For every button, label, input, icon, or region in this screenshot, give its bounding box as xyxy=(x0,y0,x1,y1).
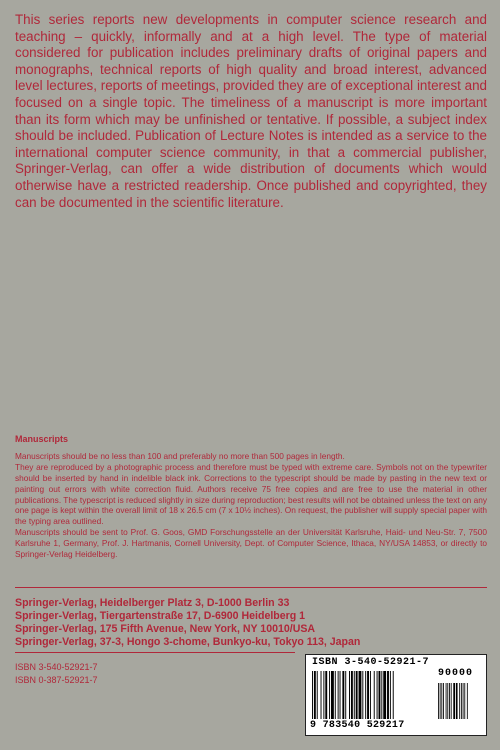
manuscripts-heading: Manuscripts xyxy=(15,434,69,444)
barcode-addon-text: 90000 xyxy=(438,668,474,679)
divider-bottom xyxy=(15,652,295,653)
address-tokyo: Springer-Verlag, 37-3, Hongo 3-chome, Bunkyo-ku, Tokyo 113, Japan xyxy=(15,635,361,648)
manuscripts-paragraph-submission: Manuscripts should be sent to Prof. G. Goos, GMD Forschungsstelle an der Universität Karlsruhe, Haid- und Neu-Str. 7, 7500 Karlsruhe 1, Germany, Prof. J. Hartmanis, Cornell University, Dept. of Computer Science, Ithaca, NY/USA 14853, or directly to Springer-Verlag Heidelberg. xyxy=(15,527,487,560)
address-heidelberg: Springer-Verlag, Tiergartenstraße 17, D-6900 Heidelberg 1 xyxy=(15,609,306,622)
isbn-block xyxy=(15,661,98,687)
publisher-addresses xyxy=(15,597,487,649)
address-berlin: Springer-Verlag, Heidelberger Platz 3, D-1000 Berlin 33 xyxy=(15,597,290,609)
barcode-isbn-text: ISBN 3-540-52921-7 xyxy=(312,657,430,668)
divider-top xyxy=(15,587,487,588)
series-description: This series reports new developments in computer science research and teaching – quickly, informally and at a high level. The type of material considered for publication includes preliminary drafts of original papers and monographs, technical reports of high quality and broad interest, advanced level lectures, reports of meetings, provided they are of exceptional interest and focused on a single topic. The timeliness of a manuscript is more important than its form which may be unfinished or tentative. If possible, a subject index should be included. Publication of Lecture Notes is intended as a service to the international computer science community, in that a commercial publisher, Springer-Verlag, can offer a wide distribution of documents which would otherwise have a restricted readership. Once published and copyrighted, they can be documented in the scientific literature. xyxy=(15,12,487,210)
barcode-bars xyxy=(310,669,482,721)
barcode-label xyxy=(305,654,487,736)
manuscripts-paragraph-length: Manuscripts should be no less than 100 and preferably no more than 500 pages in length. xyxy=(15,450,345,461)
manuscripts-paragraph-reproduction: They are reproduced by a photographic process and therefore must be typed with extreme care. Symbols not on the typewriter should be inserted by hand in indelible black ink. Corrections to the typescript should be made by pasting in the new text or painting out errors with white correction fluid. Authors receive 75 free copies and are free to use the material in other publications. The typescript is reduced slightly in size during reproduction; best results will not be obtained unless the text on any one page is kept within the overall limit of 18 x 26.5 cm (7 x 10½ inches). On request, the publisher will supply special paper with the typing area outlined. xyxy=(15,461,487,527)
manuscripts-section xyxy=(15,434,487,560)
barcode-digits: 9 783540 529217 xyxy=(310,720,405,731)
isbn-us: ISBN 0-387-52921-7 xyxy=(15,675,98,685)
address-new-york: Springer-Verlag, 175 Fifth Avenue, New York, NY 10010/USA xyxy=(15,622,316,635)
isbn-german: ISBN 3-540-52921-7 xyxy=(15,662,98,672)
